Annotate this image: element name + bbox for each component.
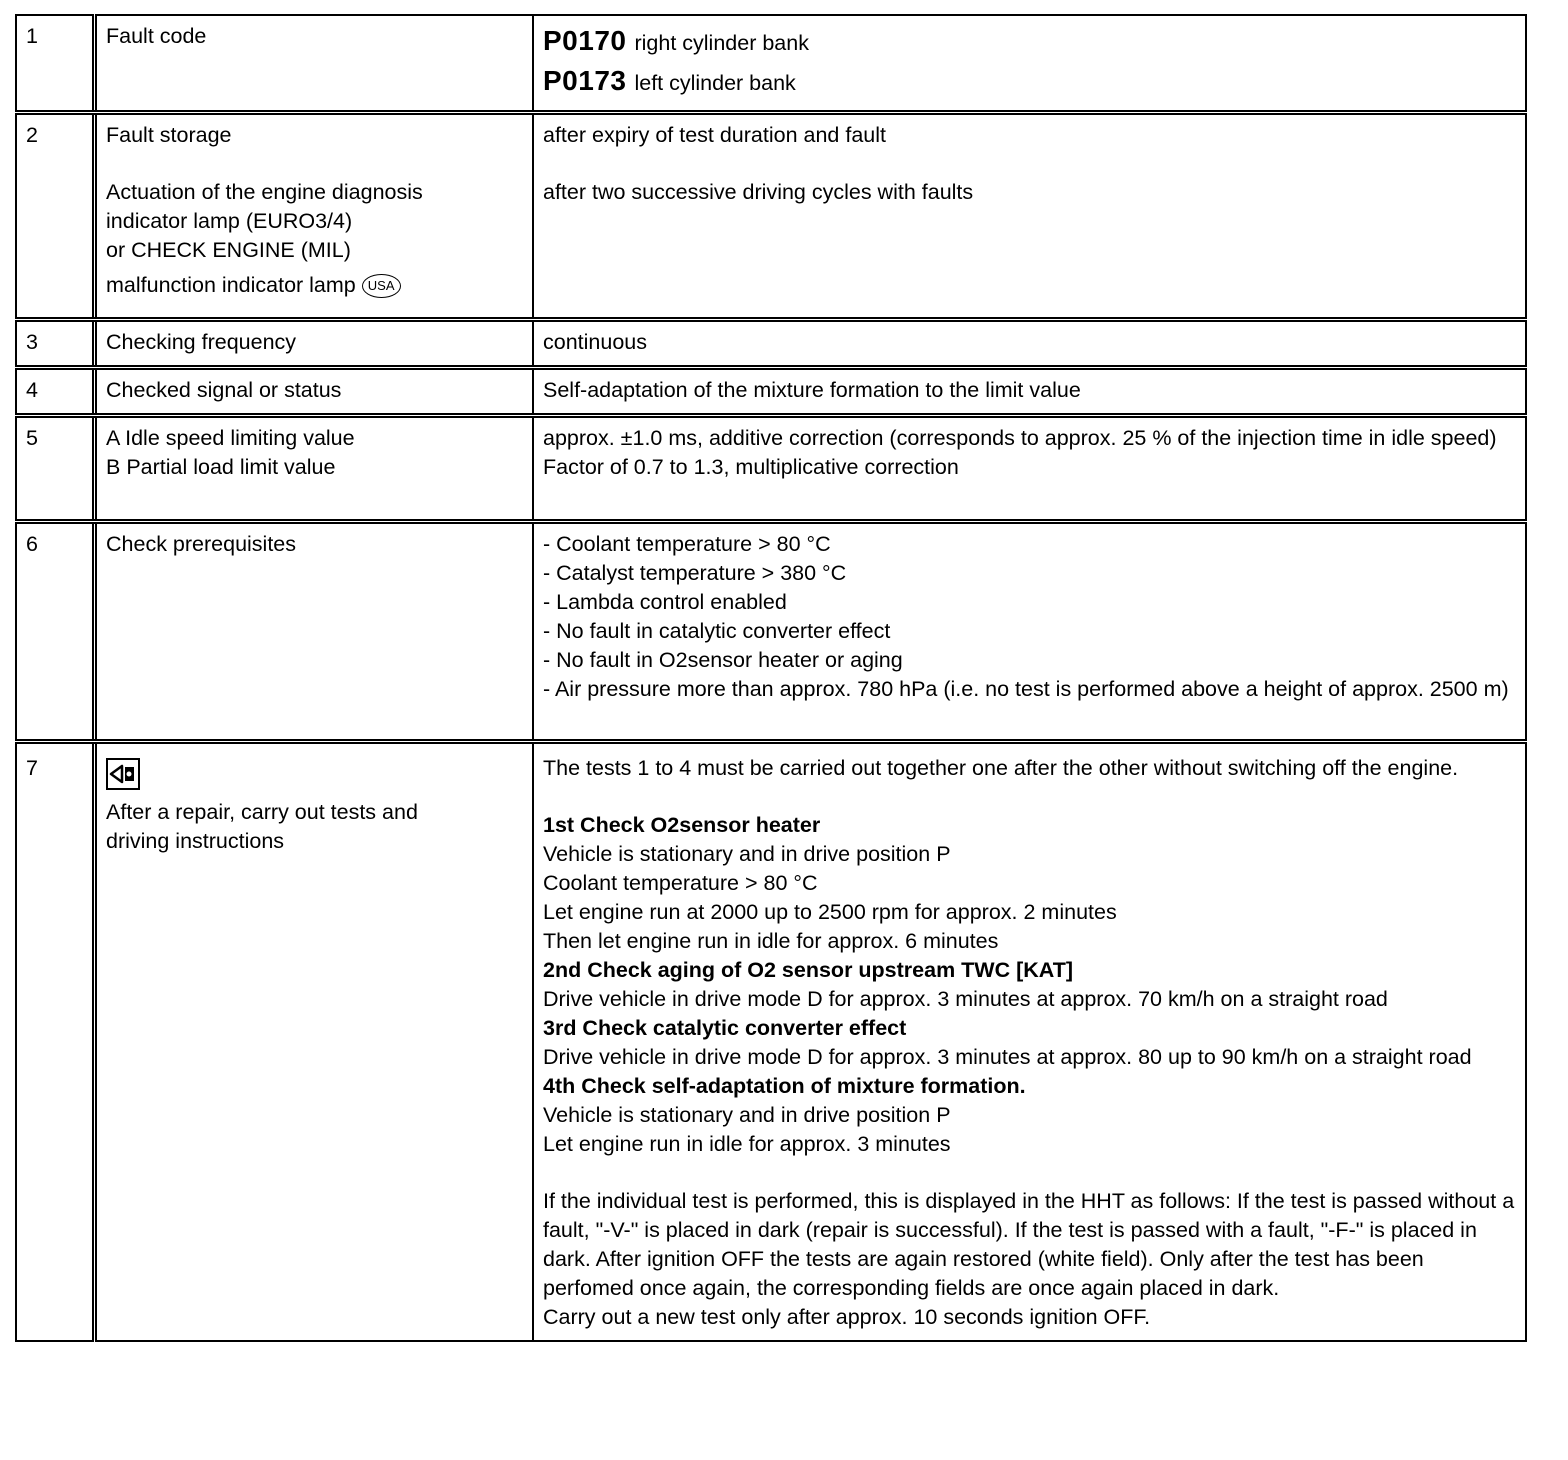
- repair-instructions: [533, 741, 1526, 1341]
- fault-code-line: [543, 62, 1517, 102]
- prerequisite-item: - No fault in catalytic converter effect: [543, 618, 891, 643]
- fault-code-line: [543, 22, 1517, 62]
- table-row: [16, 415, 1526, 521]
- fault-code: P0170: [543, 25, 627, 56]
- retest-note: Carry out a new test only after approx. 10 seconds ignition OFF.: [543, 1304, 1151, 1329]
- test-1-step: Vehicle is stationary and in drive position P: [543, 841, 951, 866]
- row-value: [533, 415, 1526, 521]
- test-3-step: Drive vehicle in drive mode D for approx. 3 minutes at approx. 80 up to 90 km/h on a straight road: [543, 1044, 1472, 1069]
- usa-badge-icon: USA: [362, 274, 401, 298]
- fault-storage-label: Fault storage: [106, 122, 232, 147]
- row-number: 5: [16, 415, 95, 521]
- fault-code-list: [533, 15, 1526, 112]
- row-value: continuous: [533, 319, 1526, 367]
- table-row: [16, 15, 1526, 112]
- table-row: [16, 521, 1526, 741]
- test-3-title: 3rd Check catalytic converter effect: [543, 1015, 907, 1040]
- test-2-title: 2nd Check aging of O2 sensor upstream TWC [KAT]: [543, 957, 1073, 982]
- limit-label: B Partial load limit value: [106, 454, 336, 479]
- test-1-title: 1st Check O2sensor heater: [543, 812, 821, 837]
- row-label: [95, 741, 534, 1341]
- row-label: Checking frequency: [95, 319, 534, 367]
- table-row: [16, 319, 1526, 367]
- service-tool-icon: [106, 758, 140, 790]
- lamp-actuation-value: after two successive driving cycles with faults: [543, 179, 974, 204]
- test-4-step: Let engine run in idle for approx. 3 minutes: [543, 1131, 951, 1156]
- row-number: 6: [16, 521, 95, 741]
- lamp-label-line: indicator lamp (EURO3/4): [106, 208, 353, 233]
- test-1-step: Coolant temperature > 80 °C: [543, 870, 818, 895]
- table-row: [16, 367, 1526, 415]
- row-number: 4: [16, 367, 95, 415]
- row-label: Check prerequisites: [95, 521, 534, 741]
- fault-storage-value: after expiry of test duration and fault: [543, 122, 887, 147]
- test-4-title: 4th Check self-adaptation of mixture formation.: [543, 1073, 1026, 1098]
- prerequisite-item: - No fault in O2sensor heater or aging: [543, 647, 903, 672]
- prerequisite-item: - Coolant temperature > 80 °C: [543, 531, 831, 556]
- test-4-step: Vehicle is stationary and in drive position P: [543, 1102, 951, 1127]
- lamp-label-line: or CHECK ENGINE (MIL): [106, 237, 351, 262]
- row-label: [95, 415, 534, 521]
- row-number: 7: [16, 741, 95, 1341]
- test-1-step: Let engine run at 2000 up to 2500 rpm for approx. 2 minutes: [543, 899, 1117, 924]
- row-number: 3: [16, 319, 95, 367]
- instructions-intro: The tests 1 to 4 must be carried out together one after the other without switching off the engine.: [543, 755, 1459, 780]
- fault-code-description: left cylinder bank: [634, 71, 796, 95]
- row-value: Self-adaptation of the mixture formation to the limit value: [533, 367, 1526, 415]
- limit-value: approx. ±1.0 ms, additive correction (corresponds to approx. 25 % of the injection time in idle speed): [543, 425, 1497, 450]
- row-value: [533, 112, 1526, 319]
- test-1-step: Then let engine run in idle for approx. 6 minutes: [543, 928, 999, 953]
- lamp-label-line: malfunction indicator lamp: [106, 272, 356, 297]
- row-number: 1: [16, 15, 95, 112]
- prerequisite-item: - Catalyst temperature > 380 °C: [543, 560, 847, 585]
- limit-value: Factor of 0.7 to 1.3, multiplicative correction: [543, 454, 959, 479]
- row-label: [95, 112, 534, 319]
- repair-label-line: driving instructions: [106, 828, 285, 853]
- test-2-step: Drive vehicle in drive mode D for approx. 3 minutes at approx. 70 km/h on a straight road: [543, 986, 1388, 1011]
- limit-label: A Idle speed limiting value: [106, 425, 355, 450]
- table-row: [16, 112, 1526, 319]
- prerequisite-item: - Air pressure more than approx. 780 hPa (i.e. no test is performed above a height of approx. 2500 m): [543, 676, 1509, 701]
- row-number: 2: [16, 112, 95, 319]
- row-label: Fault code: [95, 15, 534, 112]
- fault-code-description: right cylinder bank: [634, 31, 809, 55]
- prerequisite-item: - Lambda control enabled: [543, 589, 787, 614]
- row-label: Checked signal or status: [95, 367, 534, 415]
- table-row: [16, 741, 1526, 1341]
- hht-display-note: If the individual test is performed, this is displayed in the HHT as follows: If the test is passed without a fault, "-V-" is placed in dark (repair is successful). If the test is passed with a fault, "-F-" is placed in dark. After ignition OFF the tests are again restored (white field). Only after the test has been perfomed once again, the corresponding fields are once again placed in dark.: [543, 1188, 1515, 1300]
- repair-label-line: After a repair, carry out tests and: [106, 799, 418, 824]
- fault-code: P0173: [543, 65, 627, 96]
- prerequisite-list: [533, 521, 1526, 741]
- fault-table: [15, 14, 1527, 1342]
- lamp-label-line: Actuation of the engine diagnosis: [106, 179, 423, 204]
